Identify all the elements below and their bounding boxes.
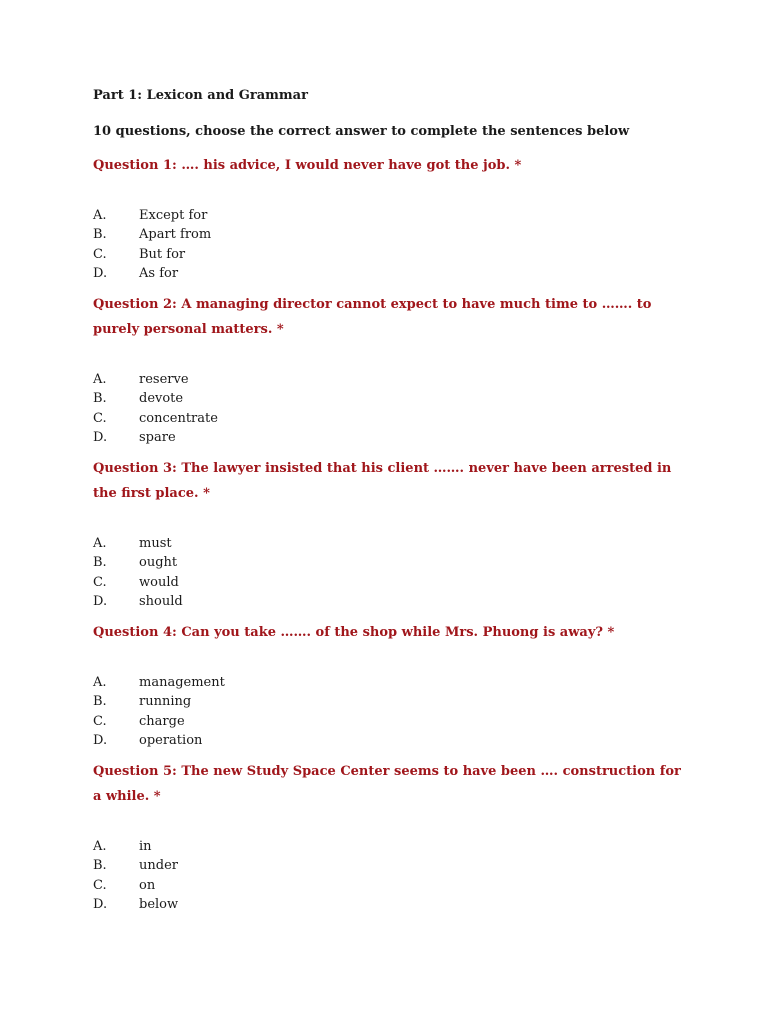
option-text: management [139, 675, 225, 690]
option-b [93, 553, 183, 572]
option-text: below [139, 896, 179, 912]
option-letter: C. [93, 246, 107, 262]
option-letter: C. [93, 410, 107, 426]
option-text: charge [139, 713, 185, 729]
option-text: ought [139, 555, 178, 571]
option-text: in [139, 839, 152, 854]
option-letter: A. [93, 839, 107, 854]
option-a [93, 206, 211, 225]
option-c [93, 712, 225, 731]
option-letter: B. [93, 555, 107, 571]
option-letter: C. [93, 877, 107, 893]
options-list-4 [93, 673, 225, 750]
option-letter: A. [93, 372, 107, 387]
instructions: 10 questions, choose the correct answer to complete the sentences below [93, 124, 630, 139]
option-letter: B. [93, 227, 107, 243]
option-letter: A. [93, 208, 107, 223]
option-text: running [139, 694, 192, 710]
option-letter: D. [93, 732, 108, 748]
option-text: But for [139, 246, 186, 262]
option-text: under [139, 858, 178, 874]
option-text: operation [139, 732, 203, 748]
option-c [93, 876, 178, 895]
option-text: must [139, 536, 172, 551]
option-letter: C. [93, 574, 107, 590]
option-letter: B. [93, 694, 107, 710]
option-text: Except for [139, 208, 208, 223]
option-b [93, 692, 225, 711]
option-text: Apart from [139, 227, 212, 243]
question-3 [93, 456, 693, 506]
question-1 [93, 153, 693, 178]
option-text: should [139, 593, 183, 609]
option-c [93, 573, 183, 592]
question-text: Question 4: Can you take ……. of the shop while Mrs. Phuong is away? * [93, 625, 615, 640]
options-list-1 [93, 206, 211, 283]
option-text: on [139, 877, 156, 893]
options-list-2 [93, 370, 218, 447]
option-b [93, 389, 218, 408]
option-letter: D. [93, 429, 108, 445]
option-a [93, 370, 218, 389]
question-5 [93, 759, 693, 809]
option-letter: C. [93, 713, 107, 729]
option-text: spare [139, 429, 176, 445]
option-letter: B. [93, 391, 107, 407]
option-letter: A. [93, 536, 107, 551]
option-a [93, 534, 183, 553]
option-d [93, 428, 218, 447]
options-list-5 [93, 837, 178, 914]
question-text: Question 3: The lawyer insisted that his client ……. never have been arrested in the first place. * [93, 461, 672, 501]
option-letter: D. [93, 896, 108, 912]
option-text: devote [139, 391, 184, 407]
option-a [93, 837, 178, 856]
option-letter: B. [93, 858, 107, 874]
option-d [93, 895, 178, 914]
option-text: reserve [139, 372, 189, 387]
option-letter: A. [93, 675, 107, 690]
option-c [93, 245, 211, 264]
option-b [93, 225, 211, 244]
question-text: Question 5: The new Study Space Center seems to have been …. construction for a while. * [93, 764, 681, 804]
option-c [93, 409, 218, 428]
option-text: As for [139, 265, 179, 281]
option-text: concentrate [139, 410, 218, 426]
option-d [93, 592, 183, 611]
part-title: Part 1: Lexicon and Grammar [93, 88, 308, 103]
question-text: Question 2: A managing director cannot expect to have much time to ……. to purely personal matters. * [93, 297, 652, 337]
option-letter: D. [93, 265, 108, 281]
question-text: Question 1: …. his advice, I would never have got the job. * [93, 158, 522, 173]
option-d [93, 731, 225, 750]
options-list-3 [93, 534, 183, 611]
option-letter: D. [93, 593, 108, 609]
question-4 [93, 620, 693, 645]
option-text: would [139, 574, 179, 590]
option-b [93, 856, 178, 875]
option-d [93, 264, 211, 283]
option-a [93, 673, 225, 692]
question-2 [93, 292, 693, 342]
